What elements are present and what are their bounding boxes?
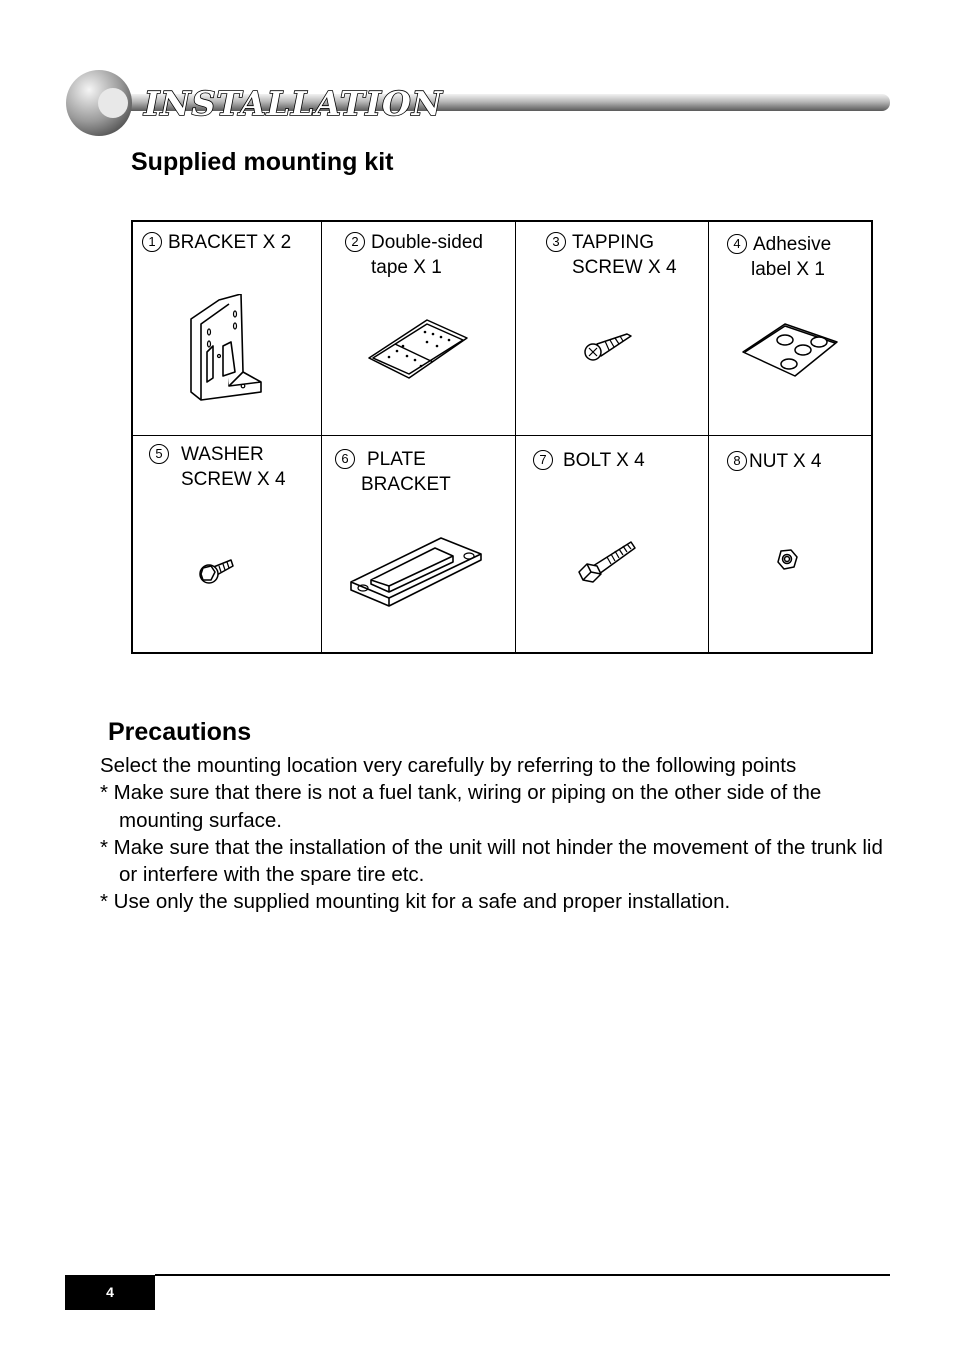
kit-item-label bbox=[142, 230, 291, 255]
kit-item-label bbox=[727, 232, 831, 282]
item-name: Adhesive bbox=[753, 234, 832, 255]
item-name: WASHER bbox=[181, 444, 264, 465]
item-name: BRACKET X 2 bbox=[168, 232, 292, 253]
item-name: PLATE bbox=[367, 449, 426, 470]
kit-item-label bbox=[727, 449, 822, 474]
tapping-screw-icon bbox=[583, 332, 633, 364]
kit-item-label bbox=[533, 448, 645, 473]
plate-bracket-icon bbox=[349, 534, 483, 610]
washer-screw-icon bbox=[197, 556, 235, 586]
double-sided-tape-icon bbox=[367, 318, 469, 380]
item-number: 1 bbox=[142, 232, 162, 252]
page-number: 4 bbox=[65, 1275, 155, 1310]
item-name: NUT X 4 bbox=[749, 451, 822, 472]
precaution-item: * Make sure that there is not a fuel tank, wiring or piping on the other side of the mounting surface. bbox=[100, 781, 822, 832]
kit-item-label bbox=[149, 442, 286, 492]
item-number: 2 bbox=[345, 232, 365, 252]
item-number: 5 bbox=[149, 444, 169, 464]
item-number: 3 bbox=[546, 232, 566, 252]
precaution-item: * Make sure that the installation of the unit will not hinder the movement of the trunk lid or interfere with the spare tire etc. bbox=[100, 835, 883, 887]
item-name-line2: tape X 1 bbox=[371, 257, 442, 278]
kit-item-label bbox=[546, 230, 677, 280]
bracket-icon bbox=[183, 294, 263, 404]
mounting-kit-table bbox=[131, 220, 873, 654]
item-name-line2: SCREW X 4 bbox=[181, 469, 286, 490]
item-name: TAPPING bbox=[572, 232, 654, 253]
precautions-text bbox=[100, 752, 900, 916]
nut-icon bbox=[775, 548, 799, 572]
item-number: 7 bbox=[533, 450, 553, 470]
item-number: 4 bbox=[727, 234, 747, 254]
item-name-line2: label X 1 bbox=[751, 259, 825, 280]
footer-divider bbox=[155, 1274, 890, 1276]
item-number: 6 bbox=[335, 449, 355, 469]
precaution-item: * Use only the supplied mounting kit for a safe and proper installation. bbox=[100, 890, 731, 914]
precautions-title: Precautions bbox=[108, 718, 252, 746]
item-name: Double-sided bbox=[371, 232, 483, 253]
item-number: 8 bbox=[727, 451, 747, 471]
precautions-intro: Select the mounting location very carefully by referring to the following points bbox=[100, 754, 797, 777]
bolt-icon bbox=[577, 538, 637, 586]
adhesive-label-icon bbox=[741, 322, 839, 378]
kit-item-label bbox=[345, 230, 483, 280]
item-name-line2: SCREW X 4 bbox=[572, 257, 677, 278]
kit-item-label bbox=[335, 447, 451, 497]
section-banner bbox=[64, 68, 894, 140]
item-name: BOLT X 4 bbox=[563, 450, 645, 471]
item-name-line2: BRACKET bbox=[361, 474, 451, 495]
page-heading: INSTALLATION bbox=[144, 84, 443, 123]
kit-section-title: Supplied mounting kit bbox=[131, 148, 394, 176]
